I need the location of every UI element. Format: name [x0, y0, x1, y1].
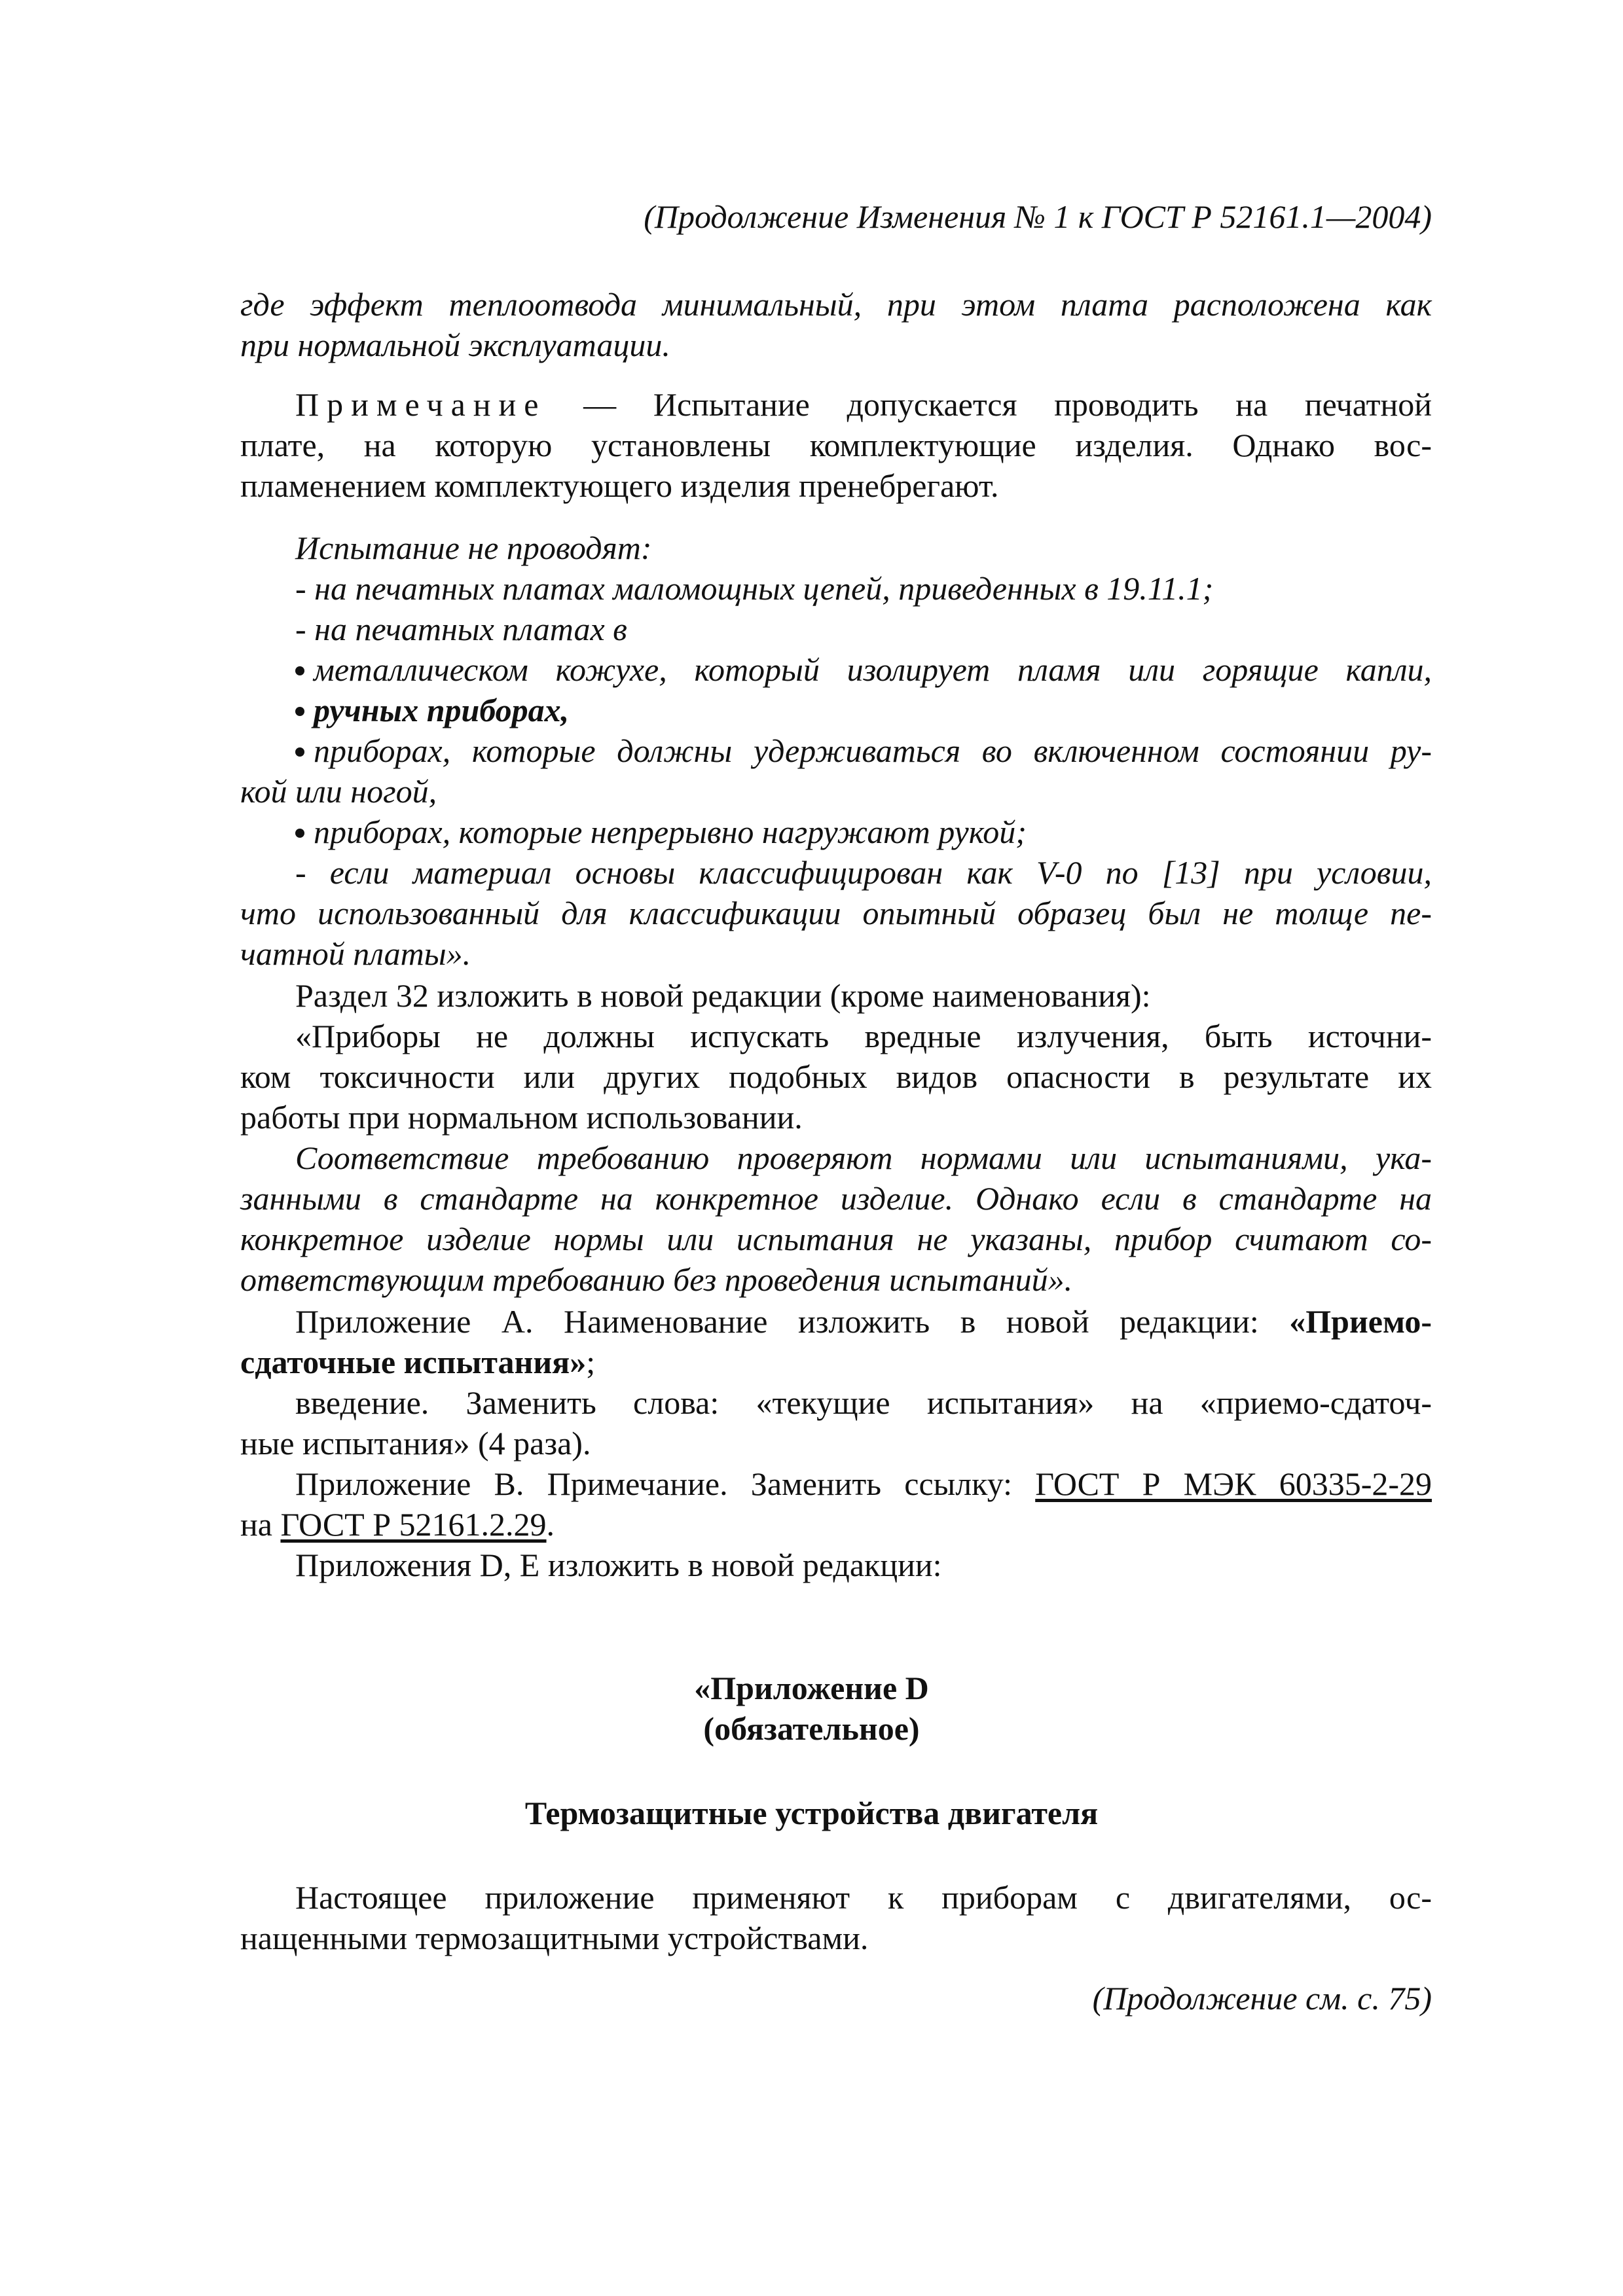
note-line: пламенением комплектующего изделия пренебрегают. [240, 467, 999, 504]
paragraph-line: Приложения D, E изложить в новой редакции: [295, 1547, 942, 1583]
appendix-a-line [295, 1301, 1432, 1342]
bullet-text: приборах, которые непрерывно нагружают рукой; [314, 814, 1027, 850]
bullet-text: металлическом кожухе, который изолирует пламя или горящие капли, [314, 651, 1432, 688]
appendix-b-text: на [240, 1506, 281, 1543]
appendix-a-text: Приложение А. Наименование изложить в новой редакции: [295, 1303, 1290, 1340]
punctuation: ; [586, 1344, 596, 1380]
page-header-continuation: (Продолжение Изменения № 1 к ГОСТ Р 52161.1—2004) [644, 198, 1432, 235]
list-item: - если материал основы классифицирован как V-0 по [13] при условии, [295, 854, 1432, 891]
appendix-d-heading: Термозащитные устройства двигателя [524, 1795, 1099, 1831]
note-line [295, 384, 1432, 425]
appendix-d-status: (обязательное) [703, 1710, 920, 1747]
list-item-continuation: что использованный для классификации опытный образец был не толще пе- [240, 895, 1432, 931]
list-item: - на печатных платах маломощных цепей, приведенных в 19.11.1; [295, 570, 1214, 607]
bullet-item [295, 690, 569, 730]
appendix-d-intro-line: нащенными термозащитными устройствами. [240, 1920, 869, 1956]
note-label: Примечание [295, 386, 547, 423]
punctuation: . [546, 1506, 555, 1543]
compliance-line: Соответствие требованию проверяют нормами или испытаниями, ука- [295, 1139, 1432, 1176]
list-item-continuation: чатной платы». [240, 935, 471, 972]
appendix-b-text: Приложение В. Примечание. Заменить ссылку: [295, 1465, 1036, 1502]
reference-new: ГОСТ Р 52161.2.29 [280, 1506, 547, 1543]
quote-line: «Приборы не должны испускать вредные излучения, быть источни- [295, 1018, 1432, 1054]
reference-old: ГОСТ Р МЭК 60335-2-29 [1035, 1465, 1432, 1502]
bullet-continuation: кой или ногой, [240, 773, 437, 810]
bullet-item [295, 812, 1027, 852]
compliance-line: конкретное изделие нормы или испытания не указаны, прибор считают со- [240, 1221, 1432, 1257]
bullet-icon [295, 707, 304, 716]
page-footer-continuation: (Продолжение см. с. 75) [1092, 1980, 1432, 2017]
bullet-icon [295, 829, 304, 838]
appendix-b-line [295, 1463, 1432, 1504]
list-item: - на печатных платах в [295, 611, 627, 647]
quote-line: работы при нормальном использовании. [240, 1099, 803, 1136]
appendix-a-new-title: «Приемо- [1289, 1303, 1432, 1340]
introduction-line: введение. Заменить слова: «текущие испытания» на «приемо-сдаточ- [295, 1384, 1432, 1421]
introduction-line: ные испытания» (4 раза). [240, 1425, 591, 1462]
note-text: — Испытание допускается проводить на печатной [546, 386, 1432, 423]
appendix-a-line [240, 1342, 595, 1382]
quote-line: ком токсичности или других подобных видов опасности в результате их [240, 1058, 1432, 1095]
bullet-text: приборах, которые должны удерживаться во включенном состоянии ру- [314, 732, 1432, 769]
not-tested-title: Испытание не проводят: [295, 529, 652, 566]
bullet-text: ручных приборах, [314, 692, 570, 728]
appendix-b-line [240, 1504, 555, 1545]
compliance-line: ответствующим требованию без проведения испытаний». [240, 1261, 1073, 1298]
bullet-icon [295, 747, 304, 757]
compliance-line: занными в стандарте на конкретное изделие. Однако если в стандарте на [240, 1180, 1432, 1217]
bullet-icon [295, 666, 304, 675]
paragraph-line: где эффект теплоотвода минимальный, при этом плата расположена как [240, 286, 1432, 323]
appendix-d-intro-line: Настоящее приложение применяют к приборам с двигателями, ос- [295, 1879, 1432, 1916]
paragraph-line: Раздел 32 изложить в новой редакции (кроме наименования): [295, 977, 1151, 1014]
paragraph-line: при нормальной эксплуатации. [240, 327, 670, 363]
bullet-item [295, 649, 1432, 690]
appendix-d-title: «Приложение D [694, 1670, 929, 1706]
note-line: плате, на которую установлены комплектующие изделия. Однако вос- [240, 427, 1432, 463]
bullet-item [295, 730, 1432, 771]
appendix-a-new-title: сдаточные испытания» [240, 1344, 587, 1380]
